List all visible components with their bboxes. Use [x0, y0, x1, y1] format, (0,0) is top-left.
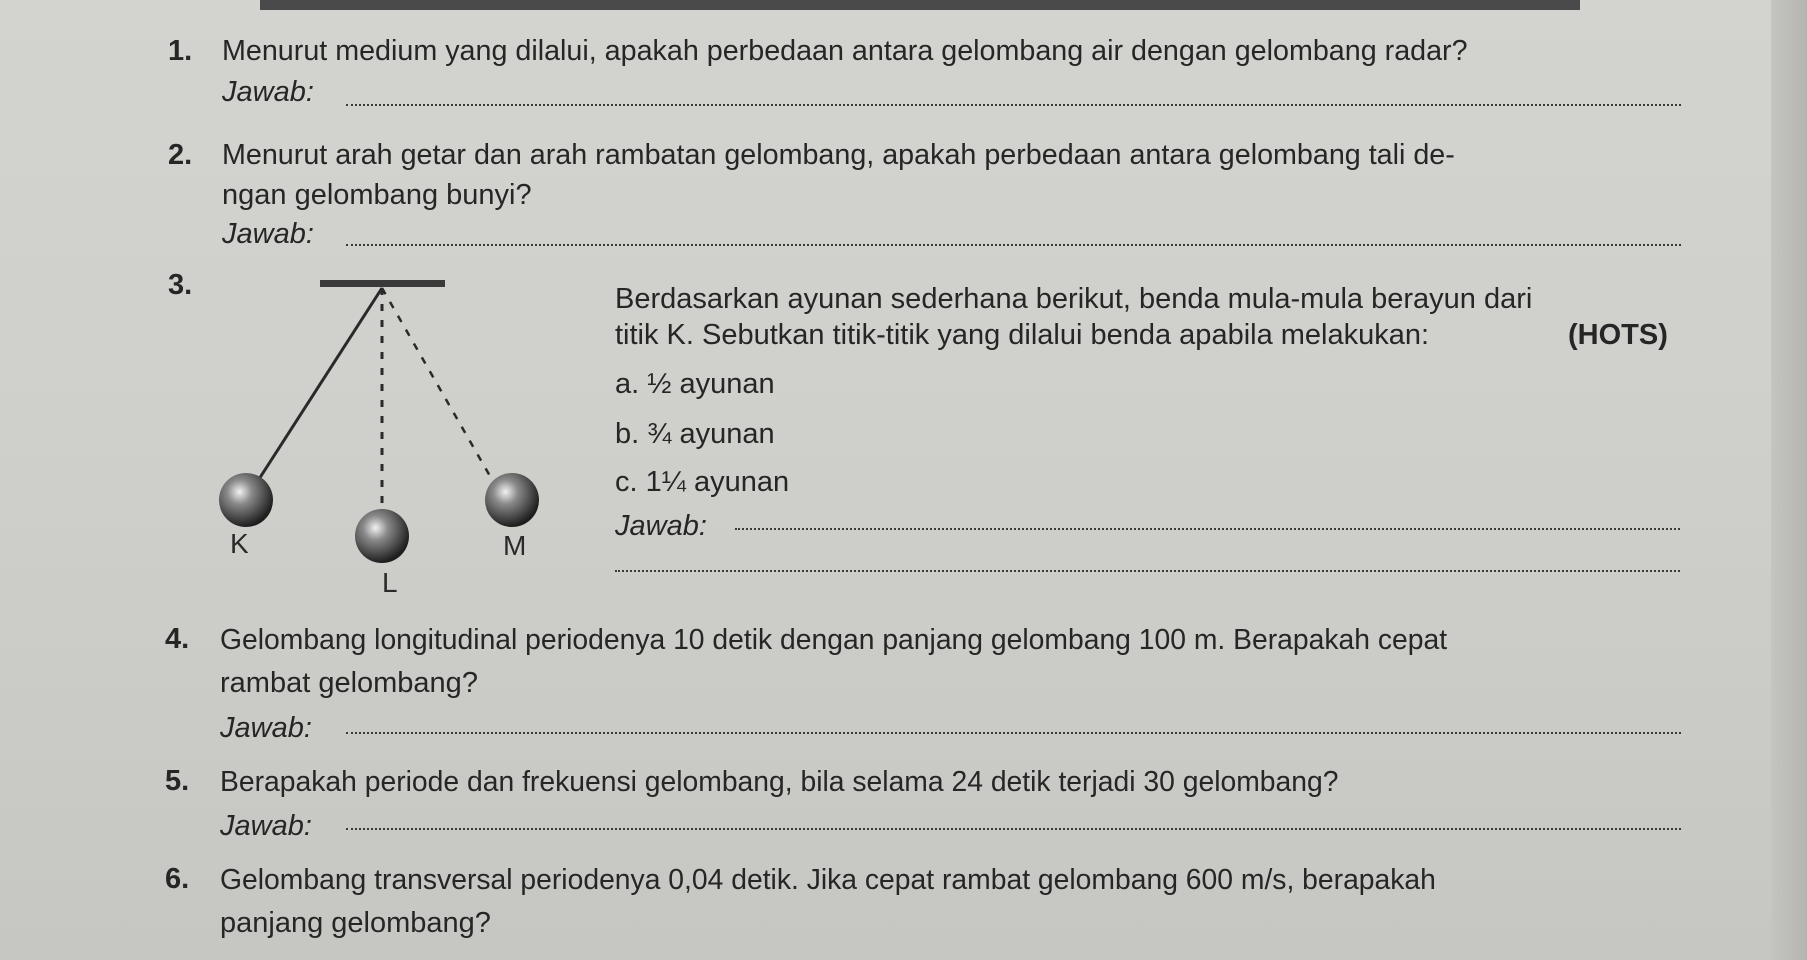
question-2-text-line-1: Menurut arah getar dan arah rambatan gelombang, apakah perbedaan antara gelombang tali de- [222, 139, 1455, 171]
hots-label: (HOTS) [1568, 319, 1668, 351]
pendulum-swing-line [382, 288, 498, 490]
question-6-text-line-2: panjang gelombang? [220, 907, 491, 939]
question-5-answer-line[interactable] [346, 828, 1681, 830]
pendulum-string [252, 288, 382, 490]
label-l: L [382, 567, 398, 598]
question-3-answer-line-2[interactable] [615, 570, 1680, 572]
question-3-number: 3. [168, 269, 193, 301]
question-4-text-line-1: Gelombang longitudinal periodenya 10 detik dengan panjang gelombang 100 m. Berapakah cepat [220, 623, 1448, 655]
question-3-answer-line-1[interactable] [735, 528, 1680, 530]
question-3-text-line-2: titik K. Sebutkan titik-titik yang dilalui benda apabila melakukan: [615, 319, 1430, 351]
question-4-answer-label: Jawab: [220, 712, 312, 744]
question-1-number: 1. [168, 35, 193, 67]
question-4-answer-line[interactable] [346, 732, 1681, 734]
bob-k [219, 473, 273, 527]
question-3-text-line-1: Berdasarkan ayunan sederhana berikut, benda mula-mula berayun dari [615, 283, 1533, 315]
page-right-edge [1771, 0, 1807, 960]
question-4-text-line-2: rambat gelombang? [220, 667, 478, 699]
bob-m [485, 473, 539, 527]
label-k: K [230, 528, 249, 559]
question-3-answer-label: Jawab: [615, 510, 707, 542]
question-5-text: Berapakah periode dan frekuensi gelombang, bila selama 24 detik terjadi 30 gelombang? [220, 765, 1339, 797]
question-1-answer-label: Jawab: [222, 76, 314, 108]
question-1-text: Menurut medium yang dilalui, apakah perbedaan antara gelombang air dengan gelombang radar? [222, 35, 1468, 67]
question-2-answer-line[interactable] [346, 244, 1681, 246]
pendulum-support [320, 280, 445, 287]
question-1-answer-line[interactable] [346, 104, 1681, 106]
question-5-answer-label: Jawab: [220, 810, 312, 842]
question-6-text-line-1: Gelombang transversal periodenya 0,04 detik. Jika cepat rambat gelombang 600 m/s, berapakah [220, 863, 1436, 895]
question-4-number: 4. [165, 623, 190, 655]
question-3-option-c: c. 1¼ ayunan [615, 466, 790, 498]
bob-l [355, 509, 409, 563]
question-3-option-b: b. ¾ ayunan [615, 418, 775, 450]
pendulum-diagram [160, 268, 550, 608]
page-top-edge [260, 0, 1580, 10]
question-3-option-a: a. ½ ayunan [615, 368, 775, 400]
question-2-text-line-2: ngan gelombang bunyi? [222, 179, 532, 211]
question-6-number: 6. [165, 863, 190, 895]
question-2-number: 2. [168, 139, 193, 171]
question-2-answer-label: Jawab: [222, 218, 314, 250]
question-5-number: 5. [165, 765, 190, 797]
label-m: M [503, 530, 527, 561]
